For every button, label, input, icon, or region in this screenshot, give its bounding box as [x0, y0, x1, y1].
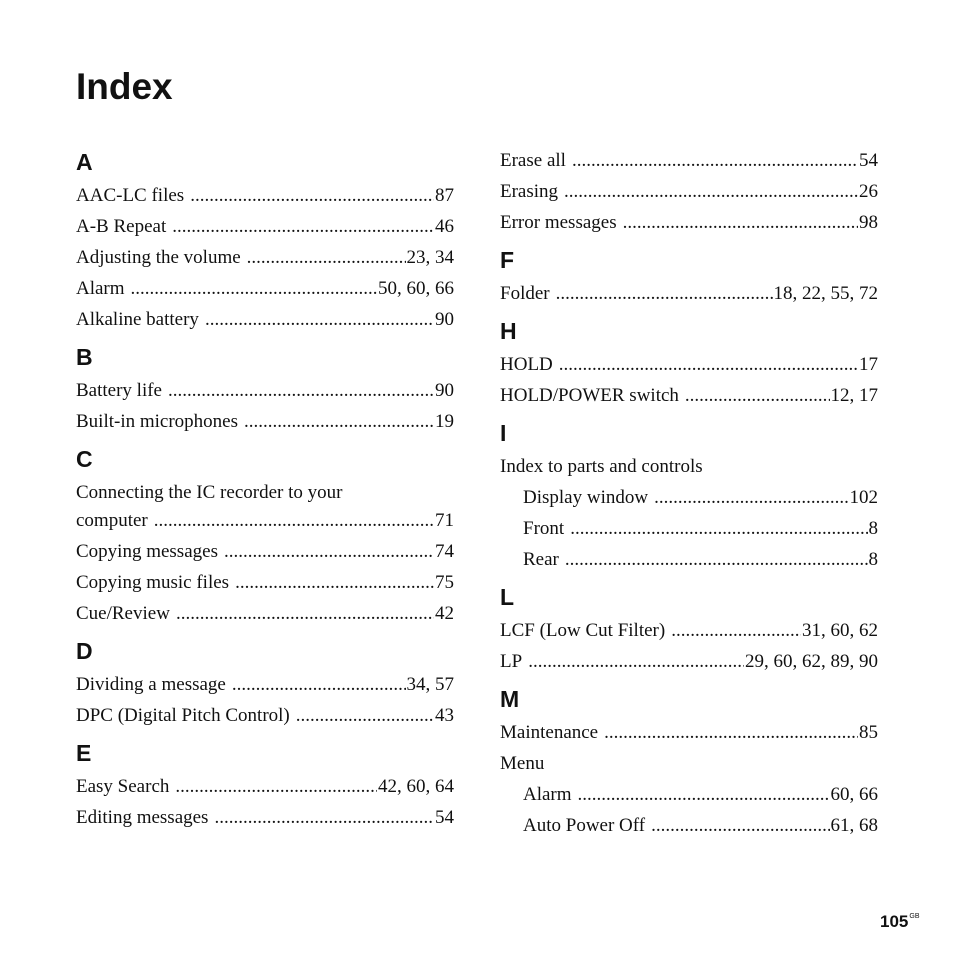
index-entry-parts-head: Index to parts and controls — [500, 456, 703, 477]
index-entry — [500, 544, 878, 575]
entry-term: LCF (Low Cut Filter) — [500, 620, 666, 641]
leader-dots — [131, 273, 377, 304]
entry-term: AAC-LC files — [76, 185, 185, 206]
leader-dots — [235, 567, 434, 598]
section-letter-m: M — [500, 686, 520, 712]
leader-dots — [556, 278, 773, 309]
leader-dots — [175, 771, 377, 802]
section-letter-b: B — [76, 344, 93, 370]
entry-term: Front — [523, 518, 565, 539]
entry-term: Easy Search — [76, 776, 170, 797]
leader-dots — [244, 406, 434, 437]
index-entry — [500, 207, 878, 238]
index-entry — [76, 536, 454, 567]
entry-pages: 12, 17 — [830, 385, 878, 406]
entry-pages: 34, 57 — [406, 674, 454, 695]
leader-dots — [623, 207, 858, 238]
entry-pages: 19 — [435, 411, 454, 432]
leader-dots — [214, 802, 434, 833]
section-c-entries — [76, 505, 454, 629]
index-entry — [500, 810, 878, 841]
entry-pages: 18, 22, 55, 72 — [773, 283, 878, 304]
entry-pages: 75 — [435, 572, 454, 593]
entry-pages: 8 — [868, 518, 878, 539]
entry-term: Copying music files — [76, 572, 230, 593]
entry-pages: 54 — [859, 150, 878, 171]
section-letter-l: L — [500, 584, 515, 610]
entry-pages: 8 — [868, 549, 878, 570]
section-letter-e: E — [76, 740, 92, 766]
leader-dots — [578, 779, 830, 810]
entry-pages: 74 — [435, 541, 454, 562]
entry-term: Alkaline battery — [76, 309, 199, 330]
page-number-value: 105 — [880, 912, 909, 931]
index-entry — [76, 211, 454, 242]
index-entry — [76, 771, 454, 802]
leader-dots — [296, 700, 434, 731]
entry-pages: 98 — [859, 212, 878, 233]
entry-pages: 85 — [859, 722, 878, 743]
entry-pages: 54 — [435, 807, 454, 828]
entry-term: LP — [500, 651, 523, 672]
leader-dots — [172, 211, 434, 242]
entry-term: Auto Power Off — [523, 815, 646, 836]
entry-pages: 102 — [849, 487, 878, 508]
entry-term: HOLD — [500, 354, 553, 375]
entry-pages: 42 — [435, 603, 454, 624]
index-entry — [76, 700, 454, 731]
index-entry — [76, 375, 454, 406]
leader-dots — [685, 380, 830, 411]
entry-pages: 17 — [859, 354, 878, 375]
entry-term: Dividing a message — [76, 674, 226, 695]
entry-term: Erasing — [500, 181, 559, 202]
entry-pages: 43 — [435, 705, 454, 726]
entry-pages: 46 — [435, 216, 454, 237]
index-entry — [500, 513, 878, 544]
leader-dots — [570, 513, 867, 544]
index-entry — [500, 349, 878, 380]
index-entry — [500, 779, 878, 810]
entry-term: Maintenance — [500, 722, 599, 743]
entry-pages: 29, 60, 62, 89, 90 — [745, 651, 878, 672]
section-letter-f: F — [500, 247, 515, 273]
entry-pages: 50, 60, 66 — [378, 278, 454, 299]
entry-term: Editing messages — [76, 807, 209, 828]
index-entry — [76, 802, 454, 833]
entry-pages: 60, 66 — [830, 784, 878, 805]
index-entry — [500, 278, 878, 309]
index-column-right — [500, 145, 878, 841]
index-entry — [76, 304, 454, 335]
index-entry — [76, 242, 454, 273]
leader-dots — [572, 145, 858, 176]
section-h-entries — [500, 349, 878, 411]
index-entry-menu-head: Menu — [500, 753, 545, 774]
entry-term: Adjusting the volume — [76, 247, 241, 268]
section-e-continued-entries — [500, 145, 878, 238]
leader-dots — [232, 669, 406, 700]
leader-dots — [224, 536, 434, 567]
leader-dots — [671, 615, 801, 646]
entry-pages: 26 — [859, 181, 878, 202]
entry-term: Error messages — [500, 212, 617, 233]
entry-term: Cue/Review — [76, 603, 170, 624]
page-number — [880, 905, 920, 934]
leader-dots — [190, 180, 434, 211]
entry-pages: 90 — [435, 380, 454, 401]
index-entry — [500, 646, 878, 677]
page-title: Index — [76, 66, 173, 107]
leader-dots — [559, 349, 858, 380]
section-letter-h: H — [500, 318, 517, 344]
page-number-suffix: GB — [909, 913, 920, 920]
entry-pages: 42, 60, 64 — [378, 776, 454, 797]
entry-pages: 31, 60, 62 — [802, 620, 878, 641]
section-letter-d: D — [76, 638, 93, 664]
entry-term: Display window — [523, 487, 649, 508]
entry-term: Alarm — [523, 784, 572, 805]
entry-term: A-B Repeat — [76, 216, 167, 237]
entry-term: HOLD/POWER switch — [500, 385, 679, 406]
entry-term: Built-in microphones — [76, 411, 239, 432]
leader-dots — [205, 304, 434, 335]
index-entry — [76, 180, 454, 211]
leader-dots — [247, 242, 406, 273]
section-a-entries — [76, 180, 454, 335]
entry-pages: 87 — [435, 185, 454, 206]
index-entry — [76, 598, 454, 629]
entry-term: Erase all — [500, 150, 566, 171]
section-letter-a: A — [76, 149, 93, 175]
index-entry — [500, 380, 878, 411]
index-entry — [76, 273, 454, 304]
leader-dots — [528, 646, 744, 677]
entry-term: computer — [76, 510, 148, 531]
section-d-entries — [76, 669, 454, 731]
section-m-menu-entries — [500, 779, 878, 841]
section-e-entries — [76, 771, 454, 833]
section-b-entries — [76, 375, 454, 437]
entry-term: Folder — [500, 283, 550, 304]
index-entry — [76, 505, 454, 536]
entry-term: Battery life — [76, 380, 162, 401]
index-entry — [500, 482, 878, 513]
section-letter-i: I — [500, 420, 507, 446]
index-entry — [500, 717, 878, 748]
entry-pages: 90 — [435, 309, 454, 330]
leader-dots — [564, 176, 858, 207]
entry-pages: 71 — [435, 510, 454, 531]
entry-pages: 61, 68 — [830, 815, 878, 836]
entry-term: Alarm — [76, 278, 125, 299]
section-letter-c: C — [76, 446, 93, 472]
leader-dots — [604, 717, 858, 748]
entry-term: Copying messages — [76, 541, 218, 562]
section-f-entries — [500, 278, 878, 309]
index-entry — [500, 615, 878, 646]
leader-dots — [651, 810, 829, 841]
section-m-entries — [500, 717, 878, 748]
section-i-entries — [500, 482, 878, 575]
leader-dots — [565, 544, 868, 575]
leader-dots — [176, 598, 434, 629]
index-entry — [76, 406, 454, 437]
index-entry — [76, 567, 454, 598]
section-l-entries — [500, 615, 878, 677]
leader-dots — [168, 375, 434, 406]
entry-term: Rear — [523, 549, 559, 570]
entry-pages: 23, 34 — [406, 247, 454, 268]
index-entry — [76, 669, 454, 700]
leader-dots — [154, 505, 434, 536]
index-entry — [500, 145, 878, 176]
index-column-left — [76, 146, 454, 833]
leader-dots — [654, 482, 848, 513]
entry-term: DPC (Digital Pitch Control) — [76, 705, 290, 726]
index-entry-connecting-line1: Connecting the IC recorder to your — [76, 482, 343, 503]
index-entry — [500, 176, 878, 207]
